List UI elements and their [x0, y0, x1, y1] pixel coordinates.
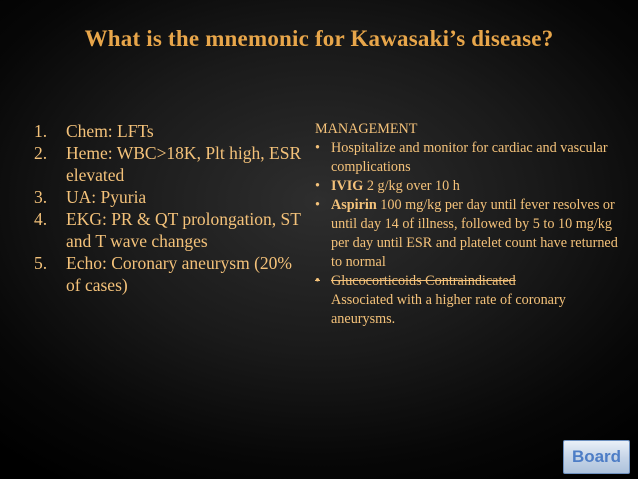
management-item-bold: IVIG	[331, 178, 364, 194]
list-item	[34, 208, 309, 252]
management-section	[315, 120, 623, 329]
list-number: 3.	[34, 187, 48, 207]
management-item-text: Hospitalize and monitor for cardiac and vascular complications	[331, 140, 608, 175]
list-text: Chem: LFTs	[66, 121, 154, 141]
management-list	[315, 139, 623, 329]
management-heading: MANAGEMENT	[315, 121, 418, 137]
list-item	[34, 186, 309, 208]
list-text: Heme: WBC>18K, Plt high, ESR elevated	[66, 143, 302, 185]
list-text: UA: Pyuria	[66, 187, 147, 207]
management-item	[315, 139, 623, 177]
list-number: 2.	[34, 143, 48, 163]
management-item-bold: Aspirin	[331, 197, 377, 213]
management-item-struck: Glucocorticoids Contraindicated	[331, 273, 516, 289]
list-text: EKG: PR & QT prolongation, ST and T wave changes	[66, 209, 301, 251]
management-item	[315, 177, 623, 196]
bullet-icon: •	[315, 178, 320, 194]
bullet-icon: •	[315, 273, 320, 289]
slide-title: What is the mnemonic for Kawasaki’s disease?	[84, 26, 554, 51]
list-number: 4.	[34, 209, 48, 229]
management-item	[315, 272, 623, 329]
bullet-icon: •	[315, 197, 320, 213]
board-button[interactable]: Board	[563, 440, 630, 474]
management-item-text: 2 g/kg over 10 h	[363, 178, 460, 194]
management-item-text: 100 mg/kg per day until fever resolves or until day 14 of illness, followed by 5 to 10 mg/kg per day until ESR and platelet count have returned to normal	[331, 197, 618, 270]
list-number: 5.	[34, 253, 48, 273]
bullet-icon: •	[315, 140, 320, 156]
list-text: Echo: Coronary aneurysm (20% of cases)	[66, 253, 292, 295]
list-item	[34, 120, 309, 142]
diagnostics-list	[34, 120, 309, 296]
list-number: 1.	[34, 121, 48, 141]
management-item-text: Associated with a higher rate of coronary aneurysms.	[331, 292, 566, 327]
list-item	[34, 142, 309, 186]
management-item	[315, 196, 623, 272]
list-item	[34, 252, 309, 296]
